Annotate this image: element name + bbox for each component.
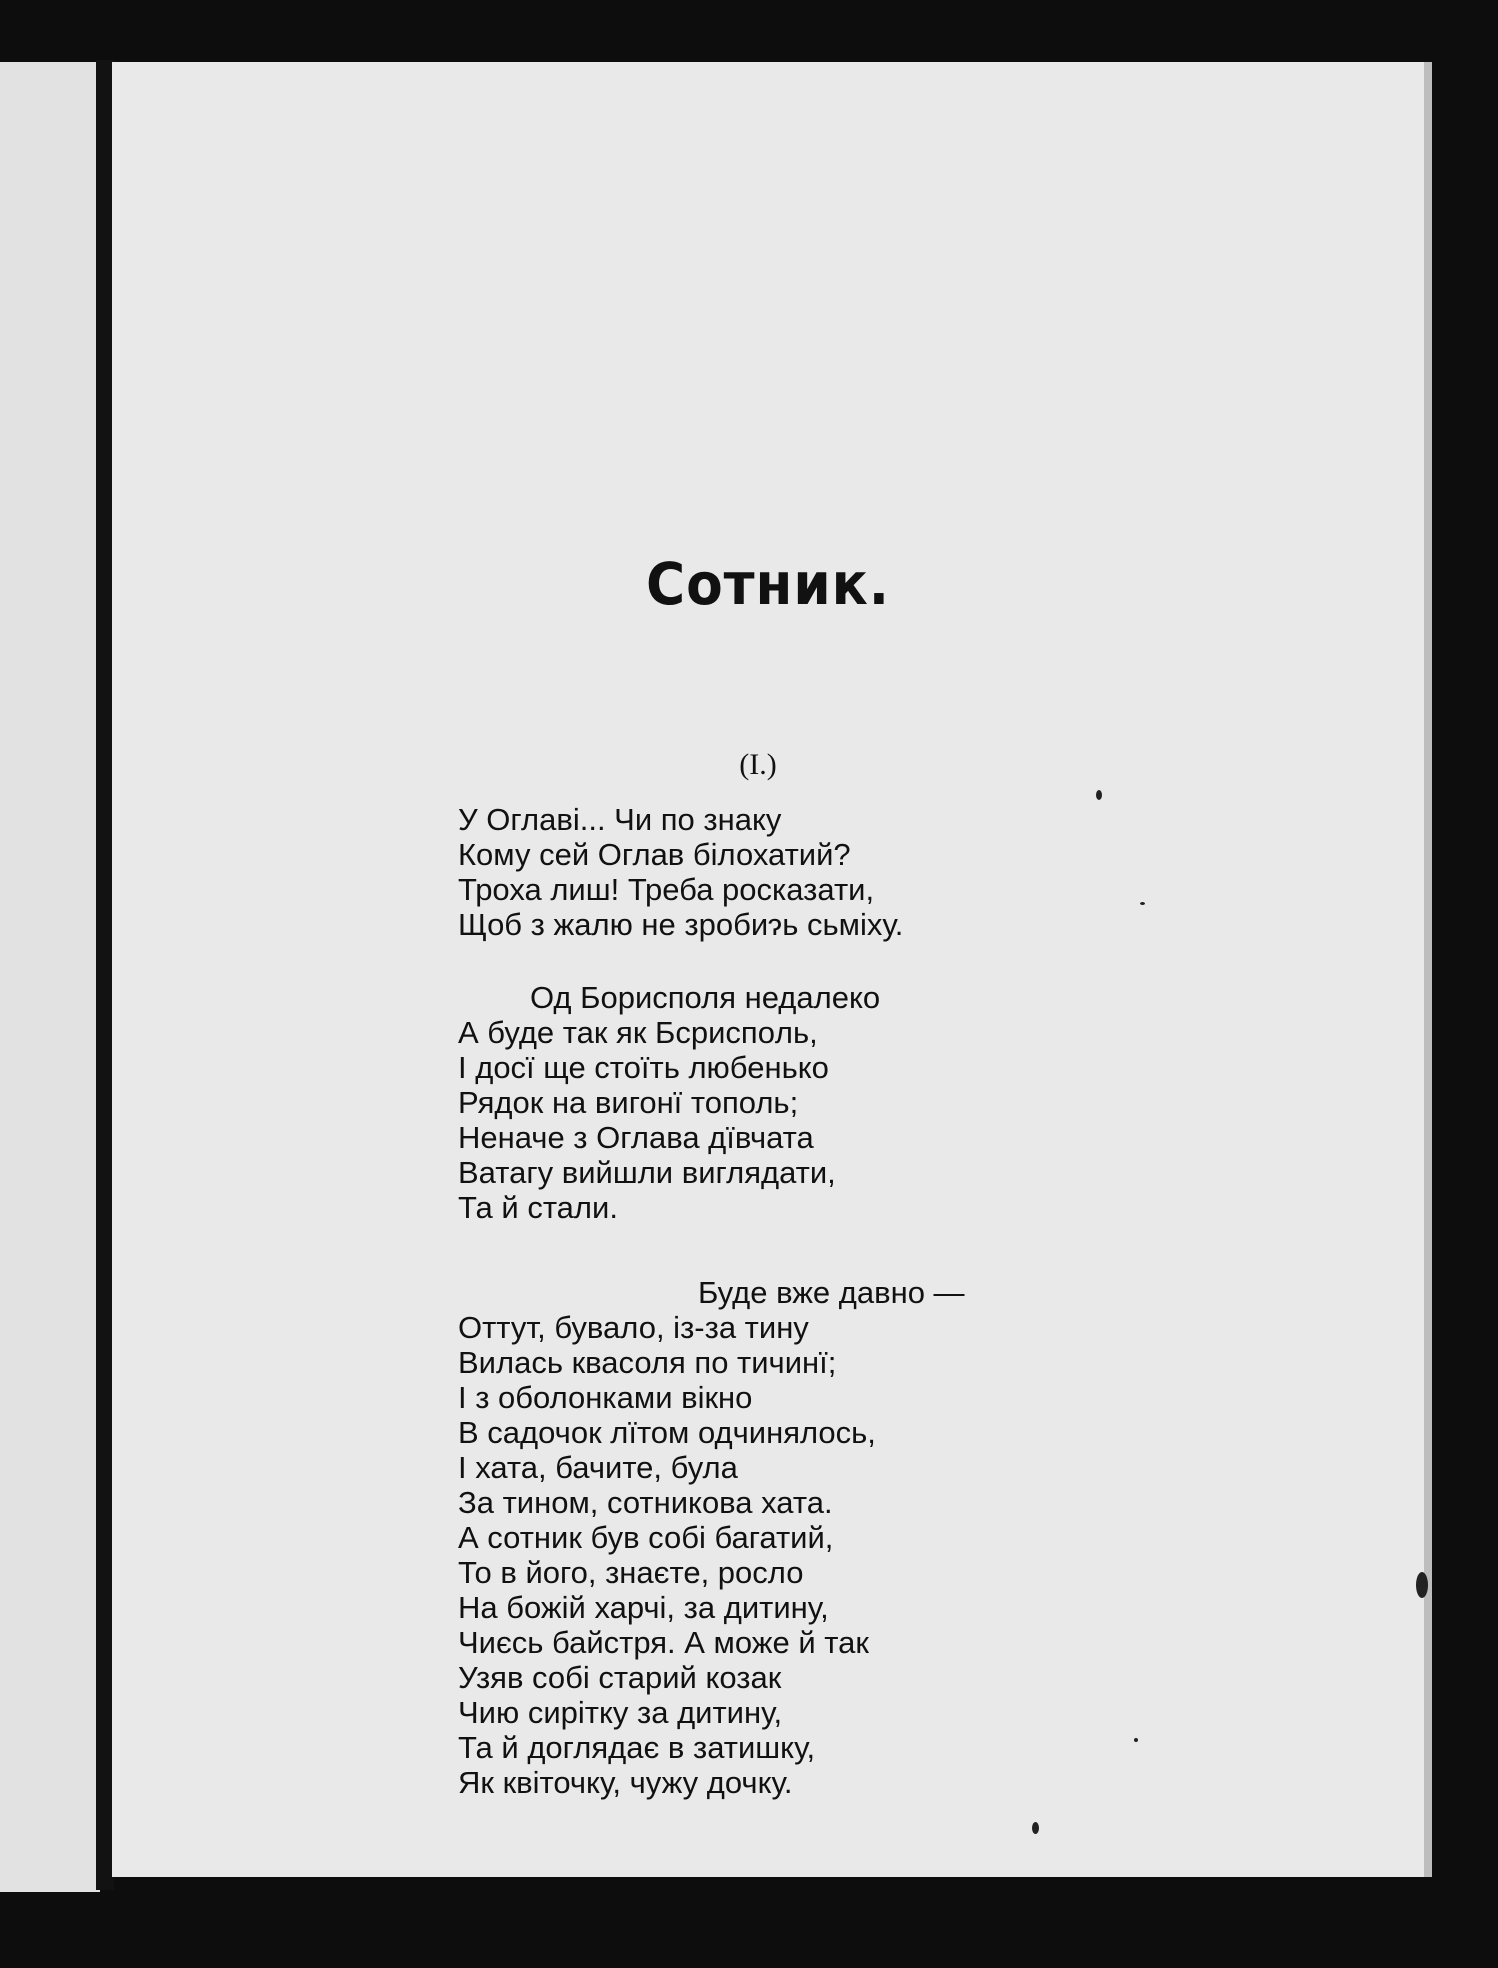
poem-line: Вилась квасоля по тичинї; — [458, 1345, 837, 1380]
ink-speck — [1096, 790, 1102, 800]
poem-line: Як квіточку, чужу дочку. — [458, 1765, 793, 1800]
poem-line: І досї ще стоїть любенько — [458, 1050, 829, 1085]
stanza — [458, 802, 1278, 942]
poem-line: У Оглаві... Чи по знаку — [458, 802, 782, 837]
poem-line: Чиєсь байстря. А може й так — [458, 1625, 869, 1660]
poem-line: За тином, сотникова хата. — [458, 1485, 833, 1520]
poem-line: Буде вже давно — — [698, 1275, 965, 1310]
poem-line: Оттут, бувало, із-за тину — [458, 1310, 809, 1345]
poem-line: А сотник був собі багатий, — [458, 1520, 834, 1555]
poem-line: Ватагу вийшли виглядати, — [458, 1155, 836, 1190]
previous-page-edge — [0, 62, 100, 1892]
poem-line: Од Борисполя недалеко — [530, 980, 881, 1015]
section-number: (I.) — [739, 748, 777, 781]
poem-line: Та й стали. — [458, 1190, 618, 1225]
poem-line: Неначе з Оглава дївчата — [458, 1120, 814, 1155]
stanza — [458, 1275, 1278, 1800]
poem-line: На божій харчі, за дитину, — [458, 1590, 829, 1625]
ink-speck — [1032, 1822, 1039, 1834]
poem-line: В садочок лїтом одчинялось, — [458, 1415, 876, 1450]
poem-line: Чию сирітку за дитину, — [458, 1695, 783, 1730]
poem-line: Узяв собі старий козак — [458, 1660, 782, 1695]
poem-title: Сотник. — [646, 550, 890, 618]
poem-line: Рядок на вигонї тополь; — [458, 1085, 799, 1120]
ink-speck — [1140, 902, 1145, 905]
poem-line: Кому сей Оглав білохатий? — [458, 837, 851, 872]
poem-line: Та й доглядає в затишку, — [458, 1730, 816, 1765]
book-page — [112, 62, 1432, 1877]
poem-line: А буде так як Бсриспoль, — [458, 1015, 818, 1050]
poem-line: Щоб з жалю не зробиɂь сьміху. — [458, 907, 904, 942]
poem-body — [458, 802, 1278, 1800]
ink-speck — [1134, 1738, 1138, 1742]
poem-line: То в його, знаєте, росло — [458, 1555, 804, 1590]
poem-line: І хата, бачите, була — [458, 1450, 738, 1485]
stanza — [458, 980, 1278, 1225]
poem-line: Троха лиш! Треба росказати, — [458, 872, 875, 907]
poem-line: І з оболонками вікно — [458, 1380, 753, 1415]
ink-speck — [1416, 1572, 1428, 1598]
